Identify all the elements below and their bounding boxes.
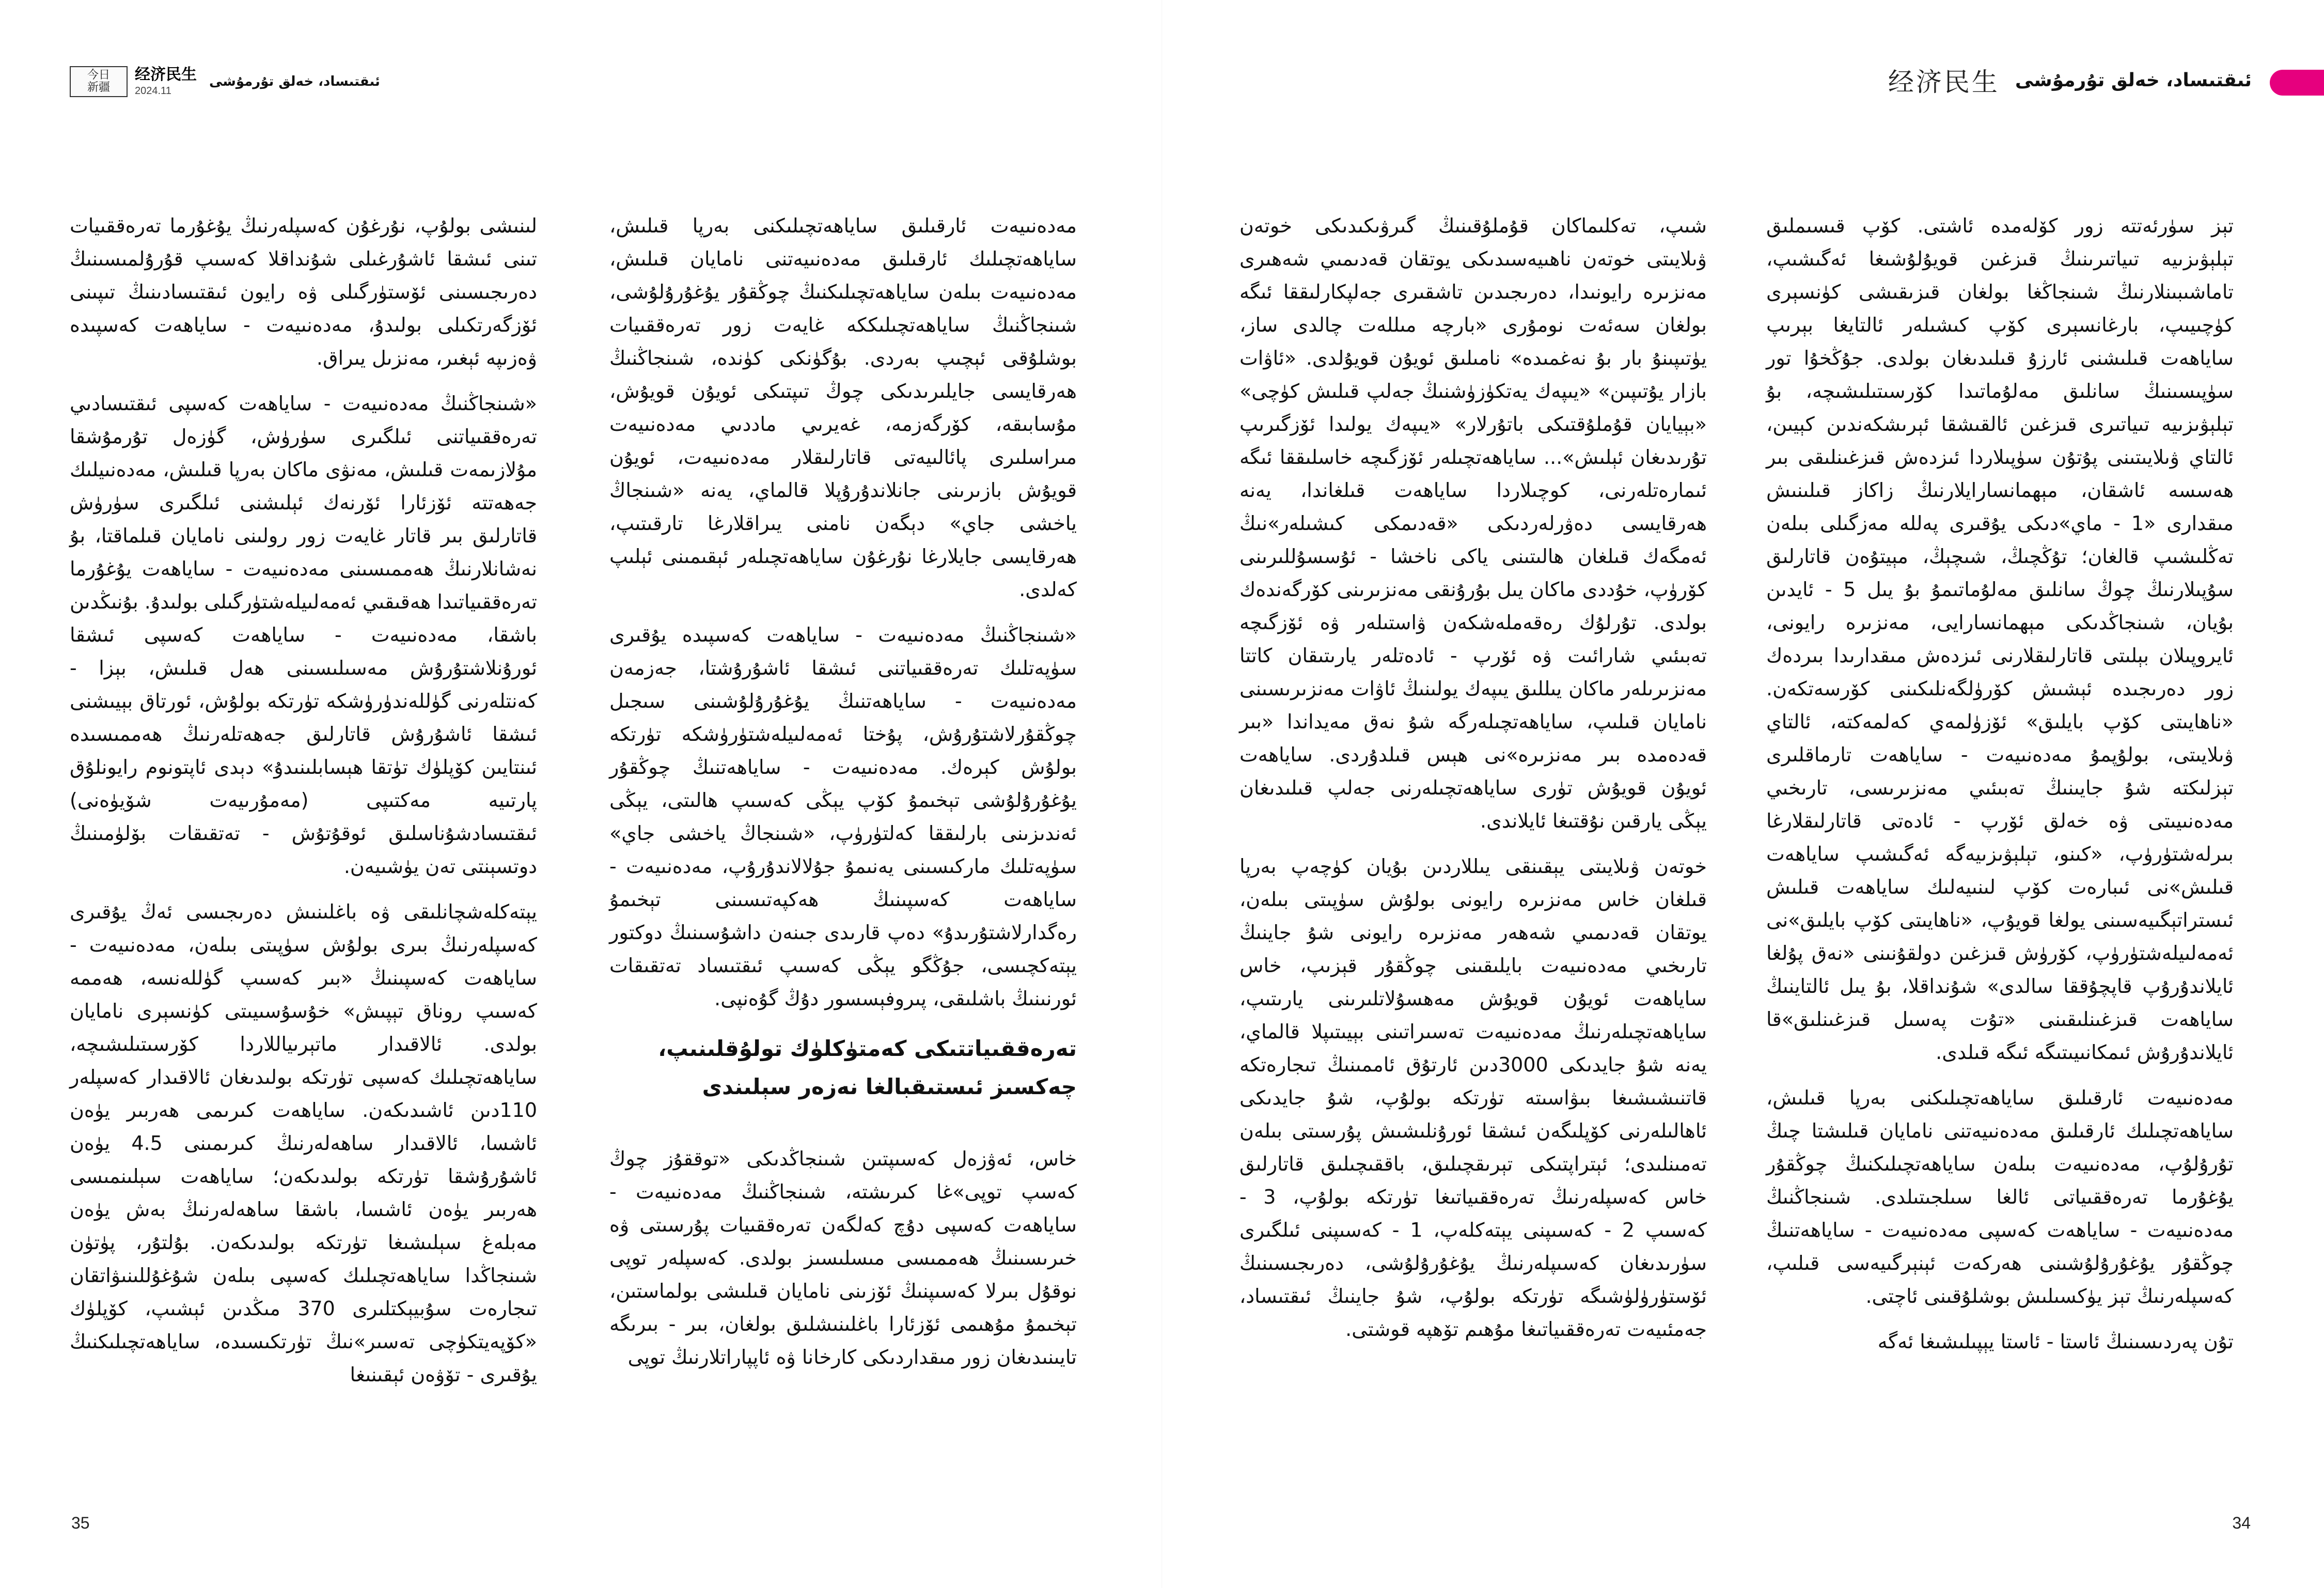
page-number-left: 35	[71, 1514, 90, 1532]
left-page-header	[70, 66, 380, 97]
right-section-title: 经济民生	[1888, 67, 2000, 97]
left-section-title-ug: ئىقتىساد، خەلق تۇرمۇشى	[209, 74, 380, 89]
issue-date: 2024.11	[135, 85, 171, 97]
section-heading: تەرەققىياتتىكى كەمتۈكلۈك تولۇقلىنىپ، چەكسىز ئىستىقبالغا نەزەر سېلىندى	[658, 1036, 1077, 1099]
paragraph: «شىنجاڭنىڭ مەدەنىيەت - ساياھەت كەسپىدە يۇقىرى سۈپەتلىك تەرەققىياتنى ئىشقا ئاشۇرۇشتا، جەزمەن مەدەنىيەت - ساياھەتنىڭ يۇغۇرۇلۇشىنى سىجىل چوڭقۇرلاشتۇرۇش، پۇختا ئەمەلىيلەشتۈرۈشكە تۈرتكە بولۇش كېرەك. مەدەنىيەت - ساياھەتنىڭ چوڭقۇر يۇغۇرۇلۇشى تېخىمۇ كۆپ يېڭى كەسىپ ھالىتى، يېڭى ئەندىزىنى بارلىققا كەلتۈرۈپ، «شىنجاڭ ياخشى جاي» سۈپەتلىك ماركىسىنى يەنىمۇ جۇلالاندۇرۇپ، مەدەنىيەت - ساياھەت كەسپىنىڭ ھەكپەتىسىنى تېخىمۇ رەگدارلاشتۇرىدۇ» دەپ قارىدى جىنەن داشۇسىنىڭ دوكتور يېتەكچىسى، جۇڭگو يېڭى كەسىپ ئىقتىساد تەتقىقات ئورنىنىڭ باشلىقى، پىروفېسسور دۇڭ گۇەنپى.	[609, 624, 1077, 1010]
paragraph: «شىنجاڭنىڭ مەدەنىيەت - ساياھەت كەسپى ئىقتىسادىي تەرەققىياتنى ئىلگىرى سۈرۈش، گۈزەل تۇرمۇشقا مۇلازىمەت قىلىش، مەنۋى ماكان بەرپا قىلىش، مەدەنىيلىك جەھەتتە ئۆزئارا ئۆرنەك ئېلىشنى ئىلگىرى سۈرۈش قاتارلىق بىر قاتار غايەت زور رولىنى نامايان قىلماقتا، بۇ نەشانلارنىڭ ھەممىسىنى مەدەنىيەت - ساياھەت يۇغۇرما تەرەققىياتىدا ھەقىقىي ئەمەلىيلەشتۈرگىلى بولىدۇ. بۇنىڭدىن باشقا، مەدەنىيەت - ساياھەت كەسپى ئىشقا ئورۇنلاشتۇرۇش مەسىلىسىنى ھەل قىلىش، بېزا - كەنتلەرنى گۈللەندۈرۈشكە تۈرتكە بولۇش، ئورتاق بېيىشنى ئىشقا ئاشۇرۇش قاتارلىق جەھەتلەرنىڭ ھەممىسىدە ئىنتايىن كۆپلۈك تۈتقا ھېسابلىنىدۇ» دېدى ئاپتونوم رايونلۇق پارتىيە مەكتىپى (مەمۇرىيەت شۆيۈەنى) ئىقتىسادشۇناسلىق ئوقۇتۇش - تەتقىقات بۆلۈمىنىڭ دوتسېنتى تەن يۈشىيەن.	[70, 392, 537, 878]
text-column-2	[1239, 209, 1707, 1358]
text-column-1	[1766, 209, 2234, 1371]
page-gutter	[1161, 0, 1163, 1588]
right-section-title-ug: ئىقتىساد، خەلق تۇرمۇشى	[2015, 69, 2252, 91]
text-column-4	[70, 209, 537, 1404]
paragraph: لىنىشى بولۇپ، نۇرغۇن كەسپلەرنىڭ يۇغۇرما تەرەققىيات تىنى ئىشقا ئاشۇرغىلى شۇنداقلا كەسىپ قۇرۇلمىسىنىڭ دەرىجىسىنى ئۆستۈرگىلى ۋە رايون ئىقتىسادىنىڭ تىپىنى ئۆزگەرتكىلى بولىدۇ، مەدەنىيەت - ساياھەت كەسپىدە ۋەزىپە ئېغىر، مەنزىل يىراق.	[70, 214, 537, 369]
magazine-logo-line2: 新疆	[87, 81, 110, 94]
text-column-3	[609, 209, 1077, 1386]
paragraph: يېتەكلەشچانلىقى ۋە باغلىنىش دەرىجىسى ئەڭ يۇقىرى كەسپلەرنىڭ بىرى بولۇش سۈپىتى بىلەن، مەدەنىيەت - ساياھەت كەسپىنىڭ «بىر كەسىپ گۈللەنسە، ھەممە كەسىپ روناق تېپىش» خۇسۇسىيىتى كۈنسېرى نامايان بولدى. ئالاقىدار ماتېرىياللاردا كۆرسىتىلىشىچە، ساياھەتچىلىك كەسپى تۈرتكە بولىدىغان ئالاقىدار كەسپلەر 110دىن ئاشىدىكەن. ساياھەت كىرىمى ھەربىر يۈەن ئاشسا، ئالاقىدار ساھەلەرنىڭ كىرىمىنى 4.5 يۈەن ئاشۇرۇشقا تۈرتكە بولىدىكەن؛ ساياھەت سېلىنمىسى ھەربىر يۈەن ئاشسا، باشقا ساھەلەرنىڭ بەش يۈەن مەبلەغ سېلىشىغا تۈرتكە بولىدىكەن. بۇلتۇر، پۈتۈن شىنجاڭدا ساياھەتچىلىك كەسپى بىلەن شۇغۇللىنىۋاتقان تىجارەت سۇبيېكتلىرى 370 مىڭدىن ئېشىپ، كۆپلۈك «كۆپەيتكۈچى تەسىر»نىڭ تۈرتكىسىدە، ساياھەتچىلىكنىڭ يۇقىرى - تۆۋەن ئېقىنىغا	[70, 900, 538, 1386]
paragraph: مەدەنىيەت ئارقىلىق ساياھەتچىلىكنى بەرپا قىلىش، ساياھەتچىلىك ئارقىلىق مەدەنىيەتنى نامايان قىلىشتا چىڭ تۇرۇلۇپ، مەدەنىيەت بىلەن ساياھەتچىلىكنىڭ چوڭقۇر يۇغۇرما تەرەققىياتى ئالغا سىلجىتىلدى. شىنجاڭنىڭ مەدەنىيەت - ساياھەت كەسپى مەدەنىيەت - ساياھەتنىڭ چوڭقۇر يۇغۇرۇلۇشىنى ھەركەت ئېنېرگىيەسى قىلىپ، كەسپلەرنىڭ تېز يۈكسىلىش بوشلۇقىنى ئاچتى.	[1766, 1086, 2234, 1307]
right-page-header	[1888, 62, 2252, 98]
paragraph: شىپ، تەكلىماكان قۇملۇقىنىڭ گىرۋىكىدىكى خوتەن ۋىلايىتى خوتەن ناھىيەسىدىكى يوتقان قەدىمىي شەھىرى مەنزىرە رايونىدا، دەرىجىدىن تاشقىرى جەلپكارلىققا ئىگە بولغان سەئەت نومۇرى «بارچە مىللەت چالدى ساز، يۈتىپىنۇ بار بۇ نەغمىدە» نامىلىق ئويۇن قويۇلدى. «ئاۋات بازار يۇتىپىن» «يىپەك يەتكۈزۈشنىڭ جەلپ قىلىش كۈچى» «بېيايان قۇملۇقتىكى باتۇرلار» «يىپەك يولىدا ئۆزگىرىپ تۇرىدىغان ئېلىش»... ساياھەتچىلەر ئۆزگىچە خاسلىققا ئىگە ئىمارەتلەرنى، كوچىلاردا ساياھەت قىلغاندا، يەنە ھەرقايسى دەۋرلەردىكى «قەدىمكى كىشىلەر»نىڭ ئەمگەك قىلغان ھالىتىنى ياكى ناخشا - ئۇسسۇللىرىنى كۆرۈپ، خۇددى ماكان يىل بۇرۇنقى مەنزىرىنى كۆرگەندەك بولدى. تۇرلۇك رەقەملەشكەن ۋاستىلەر ۋە ئۆزگىچە تەبىئىي شارائىت ۋە ئۆرپ - ئادەتلەر يارىتىقان كاتتا مەنزىرىلەر ماكان يىللىق يىپەك يولىنىڭ ئاۋات مەنزىرىسىنى نامايان قىلىپ، ساياھەتچىلەرگە شۇ نەق مەيداندا «بىر قەدەمدە بىر مەنزىرە»نى ھېس قىلدۇردى. ساياھەت ئويۇن قويۇش تۈرى ساياھەتچىلەرنى جەلپ قىلىدىغان يېڭى يارقىن نۇقتىغا ئايلاندى.	[1239, 214, 1707, 832]
magazine-logo-line1: 今日	[87, 69, 110, 82]
magazine-logo	[70, 66, 128, 97]
paragraph: تېز سۈرئەتتە زور كۆلەمدە ئاشتى. كۆپ قىسىملىق تېلېۋىزىيە تىياتىرىنىڭ قىزغىن قويۇلۇشىغا ئەگىشىپ، تاماشىبىنلارنىڭ شىنجاڭغا بولغان قىزىقىشى كۈنسېرى كۈچىيىپ، بارغانسېرى كۆپ كىشىلەر ئالتايغا بېرىپ ساياھەت قىلىشنى ئارزۇ قىلىدىغان بولدى. جۇڭخۇا تور سۈپىسىنىڭ سانلىق مەلۇماتىدا كۆرسىتىلىشىچە، بۇ تېلېۋىزىيە تىياتىرى قىزغىن ئالقىشقا ئېرىشكەندىن كېيىن، ئالتاي ۋىلايىتىنى پۇتۇن سۈپىلاردا ئىزدەش قىزغىنلىقى بىر ھەسسە ئاشقان، مېھمانسارايلارنىڭ زاكاز قىلىنىش مىقدارى «1 - ماي»دىكى يۇقىرى پەللە مەزگىلى بىلەن تەڭلىشىپ قالغان؛ تۇڭچىڭ، شىچېڭ، مېيتۇەن قاتارلىق سۇپىلارنىڭ چوڭ سانلىق مەلۇماتىمۇ بۇ يىل 5 - ئايدىن بۇيان، شىنجاڭدىكى مېھمانسارايى، مەنزىرە رايونى، ئايروپىلان بېلىتى قاتارلىقلارنى ئىزدەش مىقدارىدا بىردەك زور دەرىجىدە ئېشىش كۆرۈلگەنلىكىنى كۆرسەتكەن. «ناھايىتى كۆپ بايلىق» ئۆزۈلمەي كەلمەكتە، ئالتاي ۋىلايىتى، بولۇپمۇ مەدەنىيەت - ساياھەت تارماقلىرى تېزلىكتە شۇ جايىنىڭ تەبىئىي مەنزىرىسى، تارىخىي مەدەنىيىتى ۋە خەلق ئۆرپ - ئادەتى قاتارلىقلارغا بىرلەشتۈرۈپ، «كىنو، تېلېۋىزىيەگە ئەگىشىپ ساياھەت قىلىش»نى ئىبارەت كۆپ لىنىيەلىك ساياھەت قىلىش ئىستراتېگىيەسىنى يولغا قويۇپ، «ناھايىتى كۆپ بايلىق»نى ئەمەلىيلەشتۈرۈپ، كۆرۈش قىزغىن دولقۇنىنى «نەق پۇلغا ئايلاندۇرۇپ قاپچۇققا سالدى» شۇنداقلا، بۇ يىل ئالتاينىڭ ساياھەت قىزغىنلىقىنى «تۇت پەسىل قىزغىنلىق»قا ئايلاندۇرۇش ئىمكانىيىتىگە ئىگە قىلدى.	[1766, 214, 2234, 1064]
paragraph: تۇن پەردىسىنىڭ ئاستا - ئاستا يېپىلىشىغا ئەگە	[1877, 1330, 2234, 1353]
paragraph: خوتەن ۋىلايىتى يېقىنقى يىللاردىن بۇيان كۈچەپ بەرپا قىلغان خاس مەنزىرە رايونى بولۇش سۈپىتى بىلەن، يوتقان قەدىمىي شەھەر مەنزىرە رايونى شۇ جاينىڭ تارىخىي مەدەنىيەت بايلىقىنى چوڭقۇر قېزىپ، خاس ساياھەت ئويۇن قويۇش مەھسۇلاتلىرىنى يارىتىپ، ساياھەتچىلەرنىڭ مەدەنىيەت تەسىراتىنى بېيىتىپلا قالماي، يەنە شۇ جايدىكى 3000دىن ئارتۇق ئاممىنىڭ تىجارەتكە قاتنىشىشىغا بىۋاسىتە تۈرتكە بولۇپ، شۇ جايدىكى ئاھالىلەرنى كۆپلىگەن ئىشقا ئورۇنلىشىش پۇرسىتى بىلەن تەمىنلىدى؛ ئېتراپتىكى تېرىقچىلىق، باققىچىلىق قاتارلىق خاس كەسپلەرنىڭ تەرەققىياتىغا تۈرتكە بولۇپ، 3 - كەسىپ 2 - كەسىپنى يېتەكلەپ، 1 - كەسىپنى ئىلگىرى سۈرىدىغان كەسىپلەرنىڭ يۇغۇرۇلۇشى، دەرىجىسىنىڭ ئۆستۈرۈلۈشىگە تۈرتكە بولۇپ، شۇ جاينىڭ ئىقتىساد، جەمئىيەت تەرەققىياتىغا مۇھىم تۆھپە قوشتى.	[1239, 855, 1707, 1341]
left-section-title: 经济民生	[135, 66, 197, 84]
paragraph: مەدەنىيەت ئارقىلىق ساياھەتچىلىكنى بەرپا قىلىش، ساياھەتچىلىك ئارقىلىق مەدەنىيەتنى نامايان قىلىش، مەدەنىيەت بىلەن ساياھەتچىلىكنىڭ چوڭقۇر يۇغۇرۇلۇشى، شىنجاڭنىڭ ساياھەتچىلىككە غايەت زور تەرەققىيات بوشلۇقى ئېچىپ بەردى. بۇگۈنكى كۈندە، شىنجاڭنىڭ ھەرقايسى جايلىرىدىكى چوڭ تىپتىكى ئويۇن قويۇش، مۇسابىقە، كۆرگەزمە، غەيرىي ماددىي مەدەنىيەت مىراسلىرى پائالىيەتى قاتارلىقلار مەدەنىيەت، ئويۇن قويۇش بازىرىنى جانلاندۇرۇپلا قالماي، يەنە «شىنجاڭ ياخشى جاي» دېگەن نامنى يىراقلارغا تارقىتىپ، ھەرقايسى جايلارغا نۇرغۇن ساياھەتچىلەر ئېقىمىنى ئېلىپ كەلدى.	[609, 214, 1077, 601]
left-section-block	[135, 67, 197, 96]
page-number-right: 34	[2232, 1514, 2251, 1532]
section-accent-tab	[2270, 70, 2324, 96]
paragraph: خاس، ئەۋزەل كەسىپتىن شىنجاڭدىكى «توققۇز چوڭ كەسپ توپى»غا كىرىشتە، شىنجاڭنىڭ مەدەنىيەت - ساياھەت كەسپى دۇچ كەلگەن تەرەققىيات پۇرسىتى ۋە خىرىسىنىڭ ھەممىسى مىسلىسىز بولدى. كەسپلەر توپى نوقۇل بىرلا كەسىپنىڭ ئۆزىنى نامايان قىلىشى بولماستىن، تېخىمۇ مۇھىمى ئۆزئارا باغلىنىشلىق بولغان، بىر - بىرىگە تايىنىدىغان زور مىقداردىكى كارخانا ۋە ئاپپاراتلارنىڭ توپى	[609, 1147, 1077, 1368]
